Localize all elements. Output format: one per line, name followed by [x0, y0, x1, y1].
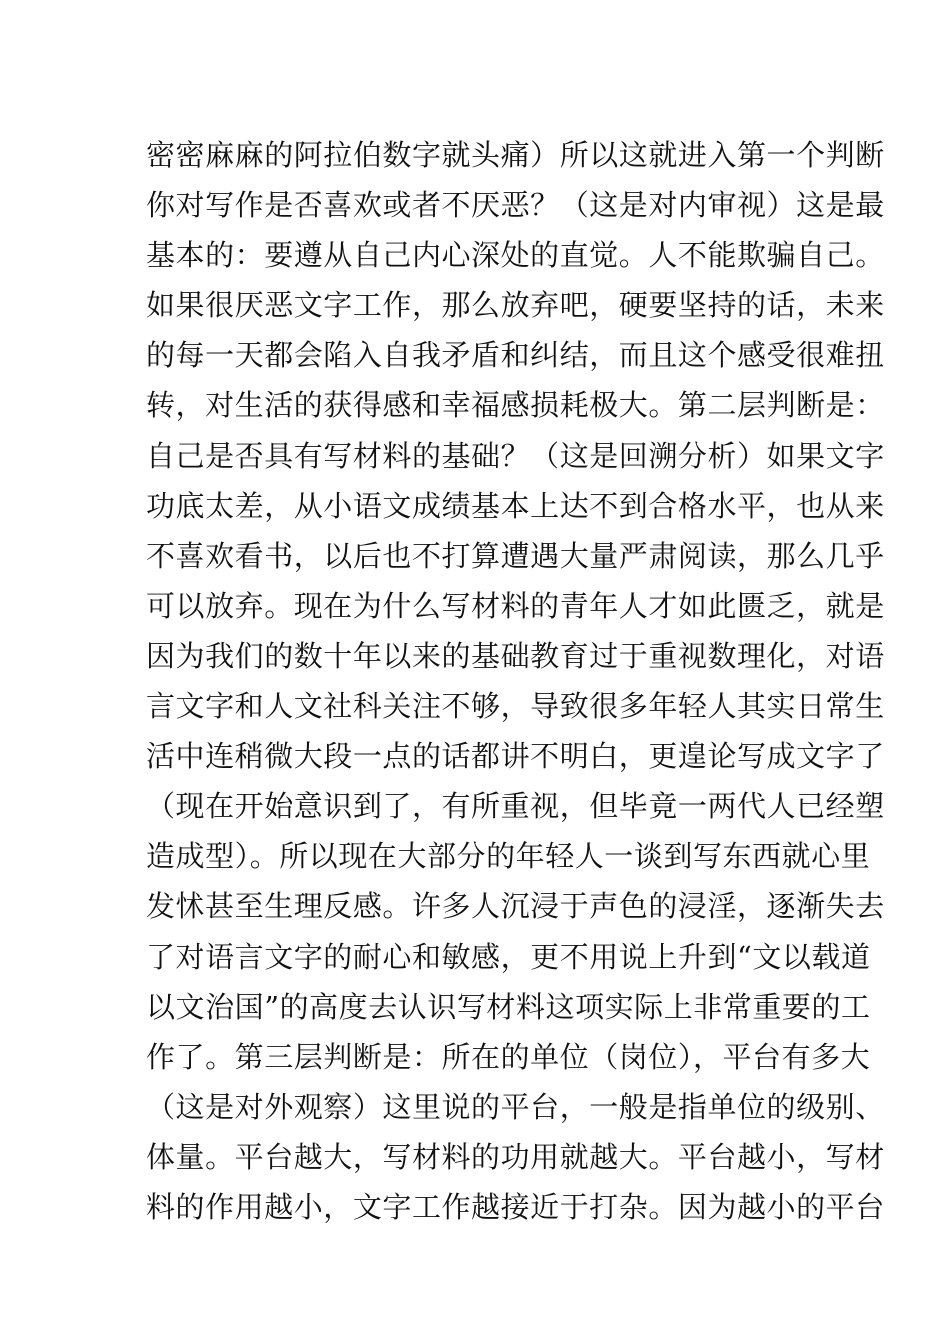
text-line: 活中连稍微大段一点的话都讲不明白，更遑论写成文字了	[146, 739, 885, 774]
text-line: 因为我们的数十年以来的基础教育过于重视数理化，对语	[146, 638, 885, 673]
text-line: 可以放弃。现在为什么写材料的青年人才如此匮乏，就是	[146, 588, 885, 623]
text-line: 你对写作是否喜欢或者不厌恶？（这是对内审视）这是最	[146, 188, 885, 223]
text-line: 功底太差，从小语文成绩基本上达不到合格水平，也从来	[146, 488, 885, 523]
text-line: 如果很厌恶文字工作，那么放弃吧，硬要坚持的话，未来	[146, 288, 885, 323]
text-line: 作了。第三层判断是：所在的单位（岗位），平台有多大	[146, 1039, 871, 1074]
text-line: 转，对生活的获得感和幸福感损耗极大。第二层判断是：	[146, 388, 885, 423]
text-line: 言文字和人文社科关注不够，导致很多年轻人其实日常生	[146, 689, 885, 724]
text-line: 的每一天都会陷入自我矛盾和纠结，而且这个感受很难扭	[146, 338, 885, 373]
text-line: 自己是否具有写材料的基础？（这是回溯分析）如果文字	[146, 438, 885, 473]
text-line: 体量。平台越大，写材料的功用就越大。平台越小，写材	[146, 1139, 885, 1174]
text-line: 造成型）。所以现在大部分的年轻人一谈到写东西就心里	[146, 839, 871, 874]
text-line: 密密麻麻的阿拉伯数字就头痛）所以这就进入第一个判断	[146, 138, 885, 172]
text-line: 了对语言文字的耐心和敏感，更不用说上升到“文以载道	[146, 939, 871, 974]
text-line: 发怵甚至生理反感。许多人沉浸于声色的浸淫，逐渐失去	[146, 889, 885, 924]
text-line: （现在开始意识到了，有所重视，但毕竟一两代人已经塑	[146, 789, 885, 824]
body-text	[146, 130, 885, 1232]
text-line: 不喜欢看书，以后也不打算遭遇大量严肃阅读，那么几乎	[146, 538, 885, 573]
text-line: 基本的：要遵从自己内心深处的直觉。人不能欺骗自己。	[146, 238, 885, 273]
text-line: 料的作用越小，文字工作越接近于打杂。因为越小的平台	[146, 1189, 885, 1224]
text-line: 以文治国”的高度去认识写材料这项实际上非常重要的工	[146, 989, 871, 1024]
text-line: （这是对外观察）这里说的平台，一般是指单位的级别、	[146, 1089, 885, 1124]
